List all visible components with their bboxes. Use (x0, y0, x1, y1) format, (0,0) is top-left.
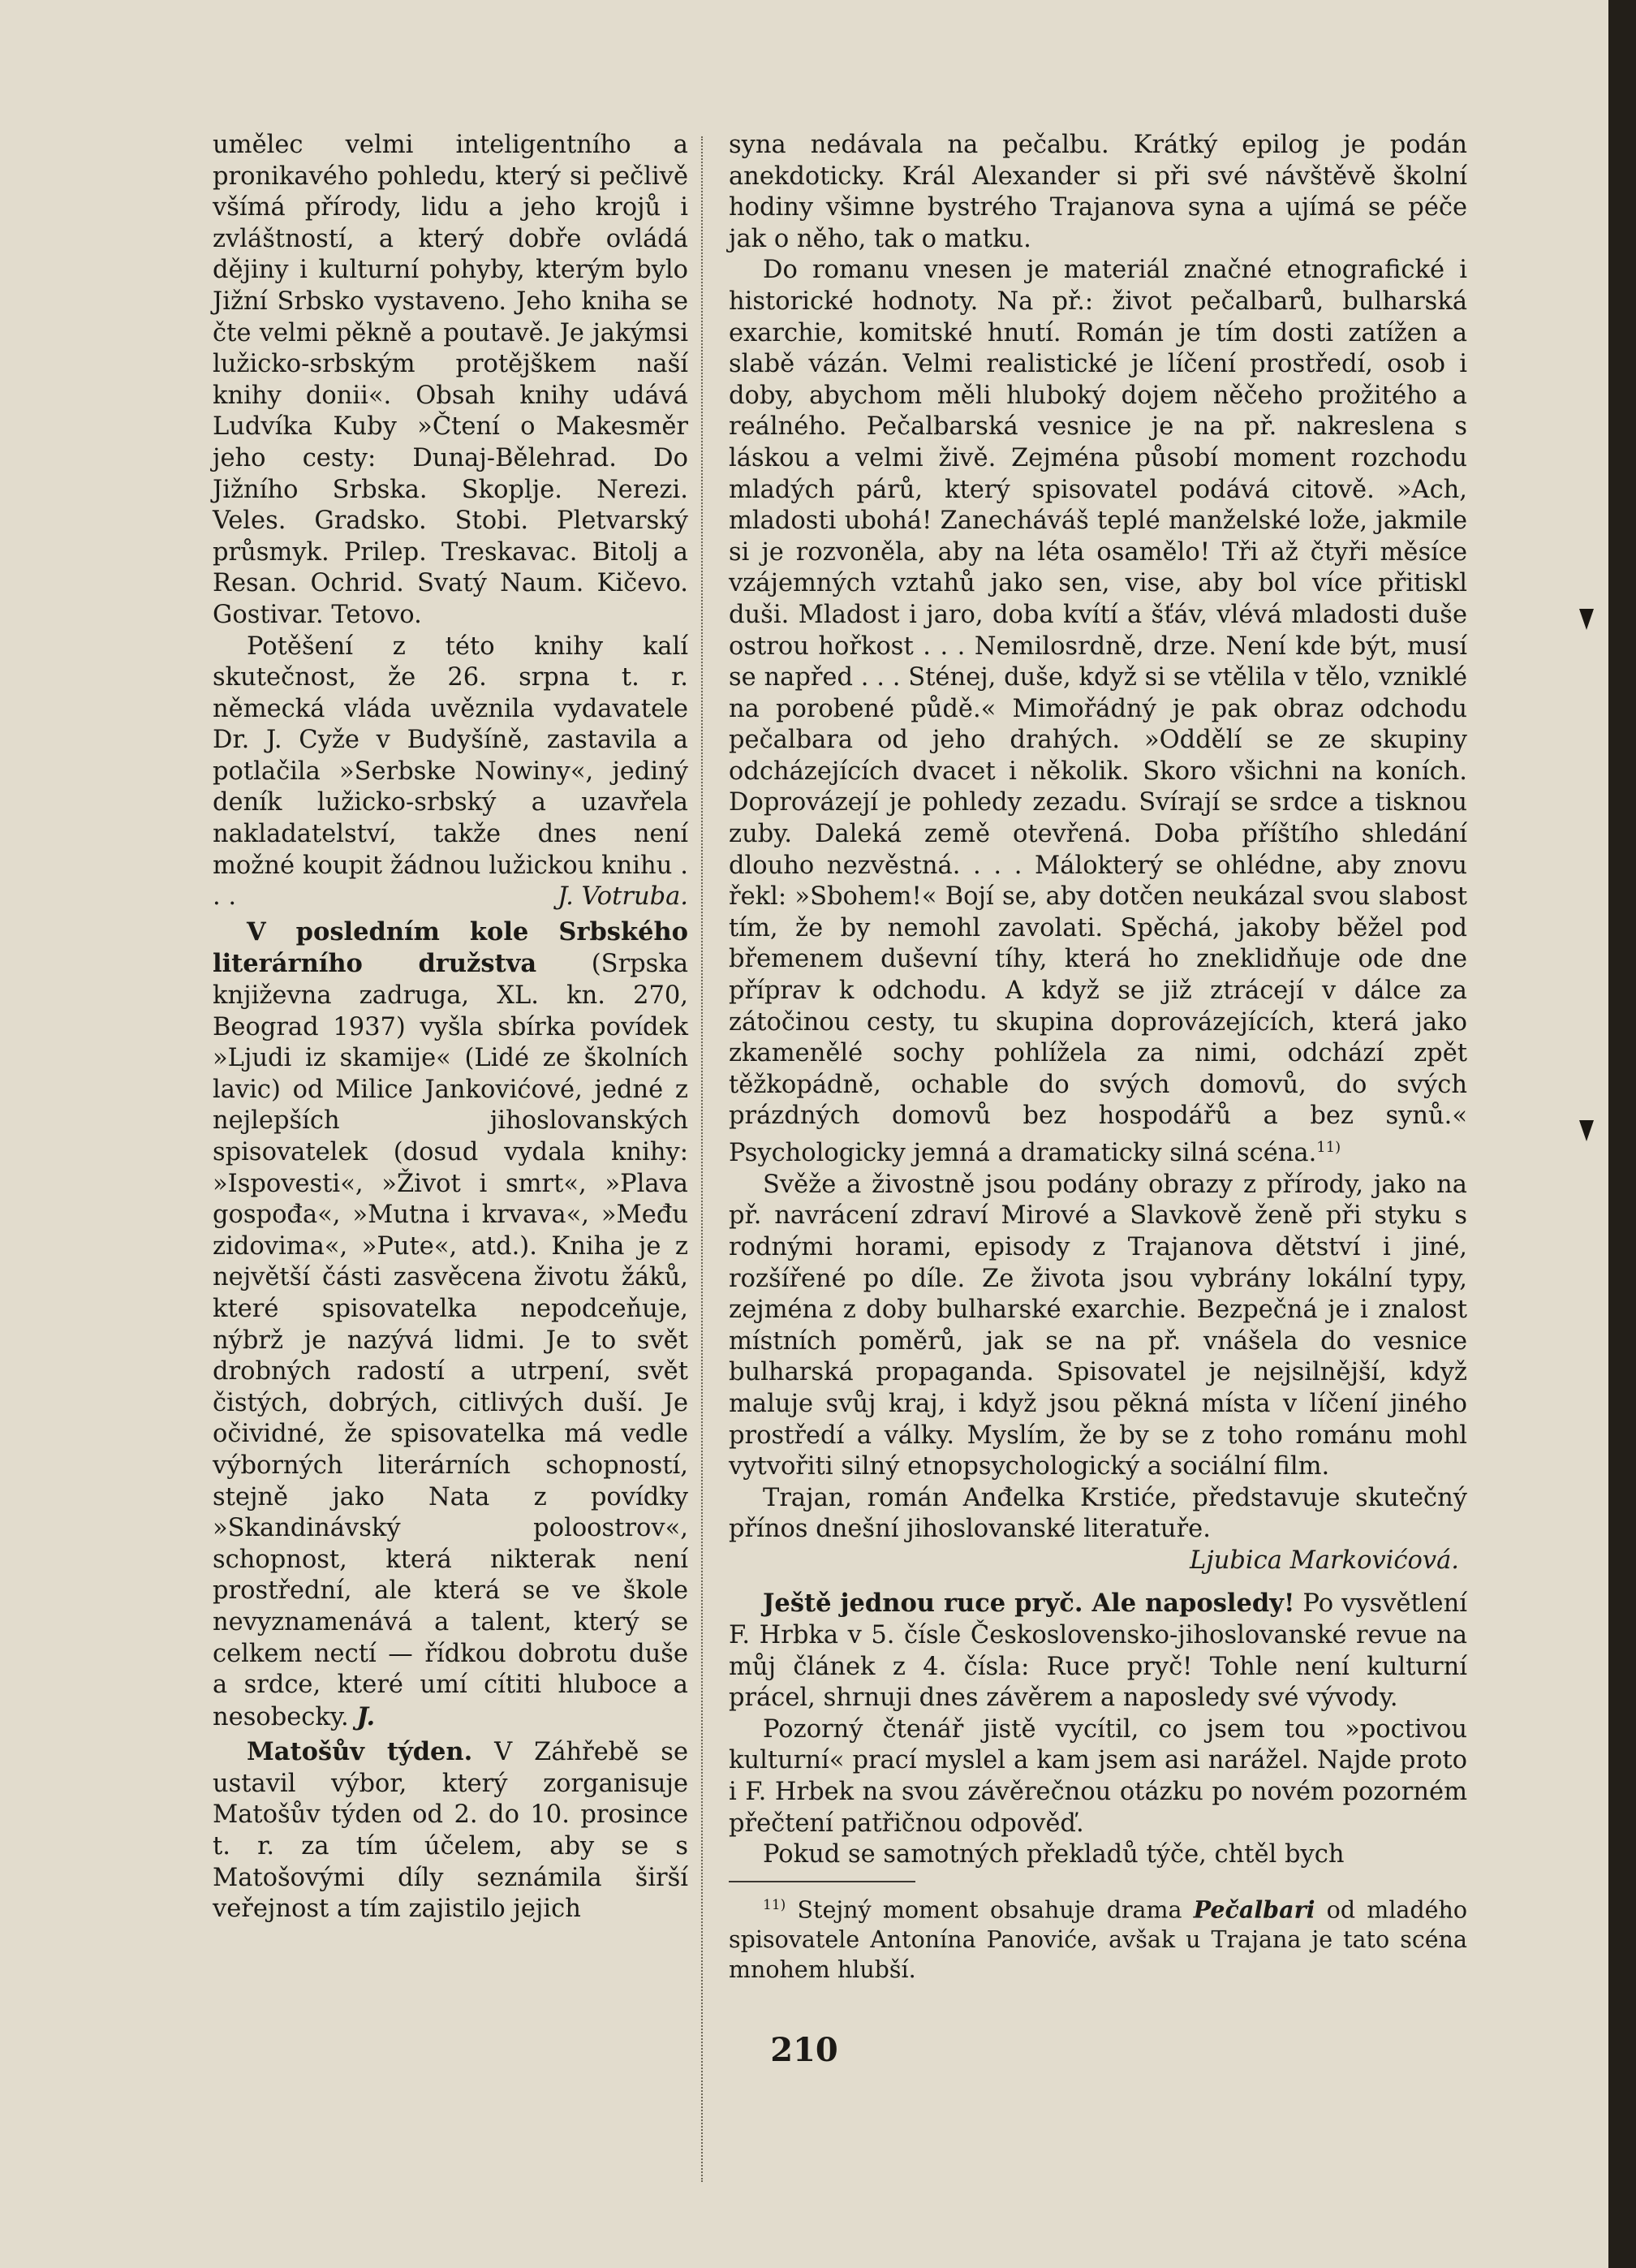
paragraph-kuba-review: umělec velmi inteligentního a pronikavého pohledu, který si pečlivě všímá přírody, lidu a jeho krojů i zvláštností, a který dobře ovládá dějiny i kulturní pohyby, kterým bylo Jižní Srbsko vystaveno. Jeho kniha se čte velmi pěkně a poutavě. Je jakýmsi lužicko-srbským protějškem naší knihy donii«. Obsah knihy udává Ludvíka Kuby »Čtení o Makesměr jeho cesty: Dunaj-Bělehrad. Do Jižního Srbska. Skoplje. Nerezi. Veles. Gradsko. Stobi. Pletvarský průsmyk. Prilep. Treskavac. Bitolj a Resan. Ochrid. Svatý Naum. Kičevo. Gostivar. Tetovo. (213, 131, 688, 629)
paragraph-text: Po vysvětlení F. Hrbka v 5. čísle Československo-jihoslovanské revue na můj článek z 4. čísla: Ruce pryč! Tohle není kulturní prácel, shrnuji dnes závěrem a naposledy své vývody. (729, 1589, 1467, 1713)
edge-mark-top (1579, 609, 1594, 630)
footnote-text-b: od mladého spisovatele Antonína Panoviće, avšak u Trajana je tato scéna mnohem hlubší. (729, 1896, 1468, 1984)
paragraph-ruce-pryc (729, 1588, 1467, 1714)
paragraph-roman-material (729, 255, 1467, 1169)
heading-srbske-druzstvo: V posledním kole Srbského literárního družstva (213, 916, 688, 979)
paragraph-preklady: Pokud se samotných překladů týče, chtěl bych (763, 1840, 1345, 1869)
footnote-text-a: Stejný moment obsahuje drama (797, 1896, 1182, 1924)
paragraph-matos (213, 1736, 688, 1925)
footnote-number: 11) (763, 1896, 786, 1913)
footnote (729, 1891, 1467, 1986)
heading-matosuv-tyden: Matošův týden. (247, 1737, 473, 1767)
paragraph-pozorny-ctenar: Pozorný čtenář jistě vycítil, co jsem tou »poctivou kulturní« prací myslel a kam jsem asi narážel. Najde proto i F. Hrbek na svou závěrečnou otázku po novém pozorném přečtení patřičnou odpověď. (729, 1714, 1467, 1838)
footnote-title: Pečalbari (1193, 1895, 1315, 1924)
footnote-rule (729, 1881, 915, 1882)
signature-markovicova: Ljubica Markovićová. (1190, 1546, 1459, 1575)
page-number: 210 (770, 2031, 838, 2069)
book-edge (1608, 0, 1636, 2268)
paragraph-text: Potěšení z této knihy kalí skutečnost, že 26. srpna t. r. německá vláda uvěznila vydavatele Dr. J. Cyže v Budyšíně, zastavila a potlačila »Serbske Nowiny«, jediný deník lužicko-srbský a uzavřela nakladatelství, takže dnes není možné koupit žádnou lužickou knihu . . . (213, 632, 688, 912)
column-divider (701, 136, 703, 2182)
paragraph-serbske-nowiny (213, 632, 688, 913)
paragraph-text: (Srpska književna zadruga, XL. kn. 270, Beograd 1937) vyšla sbírka povídek »Ljudi iz skamije« (Lidé ze školních lavic) od Milice Jankovićové, jedné z nejlepších jihoslovanských spisovatelek (dosud vydala knihy: »Ispovesti«, »Život i smrt«, »Plava gospođa«, »Mutna i krvava«, »Među zidovima«, »Pute«, atd.). Kniha je z největší části zasvěcena životu žáků, které spisovatelka nepodceňuje, nýbrž je nazývá lidmi. Je to svět drobných radostí a utrpení, svět čistých, dobrých, citlivých duší. Je očividné, že spisovatelka má vedle výborných literárních schopností, stejně jako Nata z povídky »Skandinávský poloostrov«, schopnost, která nikterak není prostřední, ale která se ve škole nevyznamenává a talent, který se celkem nectí — řídkou dobrotu duše a srdce, které umí cítiti hluboce a nesobecky. (213, 950, 688, 1731)
paragraph-text: Do romanu vnesen je materiál značné etnografické i historické hodnoty. Na př.: život pečalbarů, bulharská exarchie, komitské hnutí. Román je tím dosti zatížen a slabě vázán. Velmi realistické je líčení prostředí, osob i doby, abychom měli hluboký dojem něčeho prožitého a reálného. Pečalbarská vesnice je na př. nakreslena s láskou a velmi živě. Zejména působí moment rozchodu mladých párů, který spisovatel podává citově. »Ach, mladosti ubohá! Zanecháváš teplé manželské lože, jakmile si je rozvoněla, aby na léta osamělo! Tři až čtyři měsíce vzájemných vztahů jako sen, vise, aby bol více přitiskl duši. Mladost i jaro, doba kvítí a šťáv, vlévá mladosti duše ostrou hořkost . . . Nemilosrdně, drze. Není kde být, musí se napřed . . . Sténej, duše, když si se vtělila v tělo, vzniklé na porobené půdě.« Mimořádný je pak obraz odchodu pečalbara od jeho drahých. »Oddělí se ze skupiny odcházejících dvacet i několik. Skoro všichni na koních. Doprovázejí je pohledy zezadu. Svírají se srdce a tisknou zuby. Daleká země otevřená. Doba příštího shledání dlouho nezvěstná. . . . Málokterý se ohlédne, aby znovu řekl: »Sbohem!« Bojí se, aby dotčen neukázal svou slabost tím, že by nemohl zavolati. Spěchá, jakoby běžel pod břemenem duševní tíhy, která ho zneklidňuje ode dne příprav k odchodu. A když se již ztrácejí v dálce za zátočinou cesty, tu skupina doprovázejících, která jako zkamenělé sochy pohlížela za nimi, odchází zpět těžkopádně, ochable do svých domovů, do svých prázdných domovů bez hospodářů a bez synů.« Psychologicky jemná a dramaticky silná scéna. (729, 256, 1467, 1168)
paragraph-trajan: Trajan, román Anđelka Krstiće, představuje skutečný přínos dnešní jihoslovanské literatuře. (729, 1483, 1467, 1544)
footnote-ref: 11) (1316, 1139, 1341, 1156)
paragraph-epilog: syna nedávala na pečalbu. Krátký epilog je podán anekdoticky. Král Alexander si při své návštěvě školní hodiny všimne bystrého Trajanova syna a ujímá se péče jak o něho, tak o matku. (729, 131, 1467, 253)
left-column (213, 130, 688, 1925)
heading-ruce-pryc: Ještě jednou ruce pryč. Ale naposledy! (763, 1589, 1295, 1619)
paragraph-jankovic (213, 916, 688, 1733)
right-column (729, 130, 1467, 1985)
signature-j: J. (356, 1701, 376, 1731)
paragraph-text: V Záhřebě se ustavil výbor, který zorganisuje Matošův týden od 2. do 10. prosince t. r. za tím účelem, aby se s Matošovými díly seznámila širší veřejnost a tím zajistilo jejich (213, 1738, 688, 1924)
edge-mark-middle (1579, 1120, 1594, 1141)
paragraph-priroda: Svěže a živostně jsou podány obrazy z přírody, jako na př. navrácení zdraví Mirové a Slavkově ženě při styku s rodnými horami, episody z Trajanova dětství i jiné, rozšířené po díle. Ze života jsou vybrány lokální typy, zejména z doby bulharské exarchie. Bezpečná je i znalost místních poměrů, jak se na př. vnášela do vesnice bulharská propaganda. Spisovatel je nejsilnější, když maluje svůj kraj, i když jsou pěkná místa v líčení jiného prostředí a války. Myslím, že by se z toho románu mohl vytvořiti silný etnopsychologický a sociální film. (729, 1170, 1467, 1481)
signature-votruba: J. Votruba. (558, 882, 688, 912)
